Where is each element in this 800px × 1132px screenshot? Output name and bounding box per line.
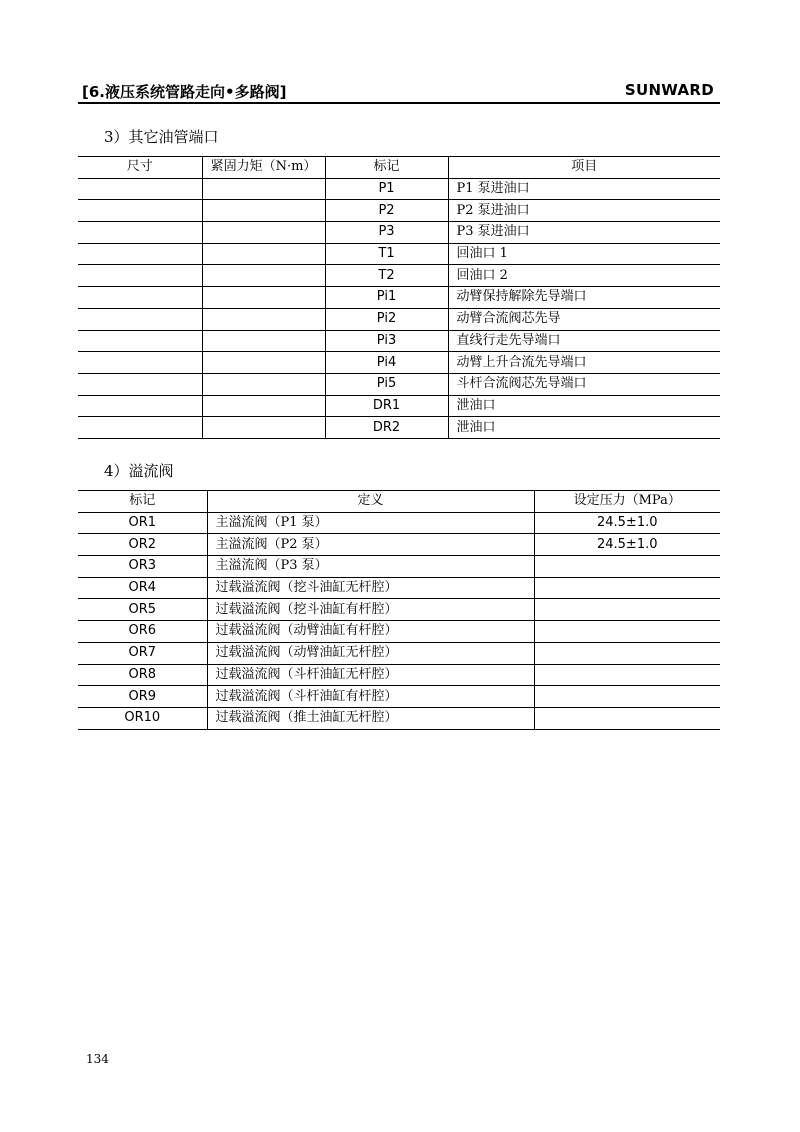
cell-mark: Pi1 [325, 287, 448, 309]
cell-definition: 过载溢流阀（挖斗油缸无杆腔） [207, 577, 534, 599]
table-header-row [78, 157, 720, 179]
cell-mark: P2 [325, 200, 448, 222]
cell-pressure [534, 577, 720, 599]
table-row [78, 200, 720, 222]
table-row [78, 556, 720, 578]
cell-item: 回油口 1 [448, 243, 720, 265]
table-header-row [78, 491, 720, 513]
cell-mark: Pi4 [325, 352, 448, 374]
cell-pressure [534, 686, 720, 708]
table-row [78, 642, 720, 664]
cell-size [78, 287, 202, 309]
cell-item: 斗杆合流阀芯先导端口 [448, 373, 720, 395]
cell-mark: T1 [325, 243, 448, 265]
cell-mark: T2 [325, 265, 448, 287]
cell-torque [202, 395, 325, 417]
cell-torque [202, 178, 325, 200]
cell-pressure [534, 599, 720, 621]
cell-item: 泄油口 [448, 417, 720, 439]
cell-mark: OR7 [78, 642, 207, 664]
cell-definition: 过载溢流阀（挖斗油缸有杆腔） [207, 599, 534, 621]
cell-mark: DR2 [325, 417, 448, 439]
table-row [78, 707, 720, 729]
table-row [78, 373, 720, 395]
cell-size [78, 265, 202, 287]
table-row [78, 222, 720, 244]
table-row [78, 534, 720, 556]
cell-definition: 过载溢流阀（推土油缸无杆腔） [207, 707, 534, 729]
page-header [78, 80, 720, 104]
table-row [78, 621, 720, 643]
table-row [78, 330, 720, 352]
table-row [78, 395, 720, 417]
cell-mark: OR9 [78, 686, 207, 708]
table-row [78, 308, 720, 330]
cell-mark: OR1 [78, 512, 207, 534]
table-row [78, 352, 720, 374]
cell-torque [202, 308, 325, 330]
cell-pressure [534, 621, 720, 643]
cell-pressure: 24.5±1.0 [534, 534, 720, 556]
cell-mark: OR3 [78, 556, 207, 578]
cell-torque [202, 330, 325, 352]
cell-pressure [534, 556, 720, 578]
cell-definition: 主溢流阀（P2 泵） [207, 534, 534, 556]
cell-mark: P1 [325, 178, 448, 200]
cell-definition: 主溢流阀（P3 泵） [207, 556, 534, 578]
cell-mark: OR10 [78, 707, 207, 729]
cell-definition: 过载溢流阀（斗杆油缸有杆腔） [207, 686, 534, 708]
cell-pressure [534, 707, 720, 729]
table-row [78, 178, 720, 200]
cell-item: 动臂保持解除先导端口 [448, 287, 720, 309]
column-header-mark: 标记 [78, 491, 207, 513]
cell-mark: DR1 [325, 395, 448, 417]
cell-torque [202, 222, 325, 244]
cell-definition: 过载溢流阀（动臂油缸无杆腔） [207, 642, 534, 664]
header-chapter-title: [6.液压系统管路走向•多路阀] [82, 83, 287, 101]
cell-size [78, 330, 202, 352]
relief-valve-table [78, 490, 720, 730]
cell-torque [202, 373, 325, 395]
cell-torque [202, 287, 325, 309]
section-3-title: 3）其它油管端口 [104, 128, 219, 146]
column-header-torque: 紧固力矩（N·m） [202, 157, 325, 179]
cell-item: 动臂合流阀芯先导 [448, 308, 720, 330]
section-4-title: 4）溢流阀 [104, 462, 174, 480]
cell-item: 动臂上升合流先导端口 [448, 352, 720, 374]
cell-item: P3 泵进油口 [448, 222, 720, 244]
cell-torque [202, 265, 325, 287]
column-header-pressure: 设定压力（MPa） [534, 491, 720, 513]
other-ports-table [78, 156, 720, 439]
column-header-definition: 定义 [207, 491, 534, 513]
table-row [78, 686, 720, 708]
cell-mark: P3 [325, 222, 448, 244]
column-header-mark: 标记 [325, 157, 448, 179]
cell-mark: OR4 [78, 577, 207, 599]
cell-size [78, 178, 202, 200]
cell-pressure [534, 664, 720, 686]
cell-mark: OR5 [78, 599, 207, 621]
cell-torque [202, 243, 325, 265]
cell-item: 泄油口 [448, 395, 720, 417]
cell-torque [202, 352, 325, 374]
cell-item: P2 泵进油口 [448, 200, 720, 222]
cell-mark: OR6 [78, 621, 207, 643]
cell-size [78, 222, 202, 244]
cell-definition: 过载溢流阀（斗杆油缸无杆腔） [207, 664, 534, 686]
table-row [78, 417, 720, 439]
table-row [78, 287, 720, 309]
table-row [78, 664, 720, 686]
table-row [78, 577, 720, 599]
cell-mark: OR2 [78, 534, 207, 556]
cell-mark: Pi5 [325, 373, 448, 395]
table-row [78, 265, 720, 287]
cell-mark: Pi2 [325, 308, 448, 330]
cell-item: 回油口 2 [448, 265, 720, 287]
cell-mark: OR8 [78, 664, 207, 686]
cell-mark: Pi3 [325, 330, 448, 352]
table-row [78, 599, 720, 621]
cell-size [78, 395, 202, 417]
cell-size [78, 373, 202, 395]
cell-size [78, 308, 202, 330]
column-header-item: 项目 [448, 157, 720, 179]
column-header-size: 尺寸 [78, 157, 202, 179]
cell-size [78, 243, 202, 265]
cell-size [78, 352, 202, 374]
page-number: 134 [86, 1052, 109, 1066]
cell-item: 直线行走先导端口 [448, 330, 720, 352]
cell-size [78, 200, 202, 222]
cell-definition: 过载溢流阀（动臂油缸有杆腔） [207, 621, 534, 643]
cell-definition: 主溢流阀（P1 泵） [207, 512, 534, 534]
cell-item: P1 泵进油口 [448, 178, 720, 200]
table-row [78, 243, 720, 265]
cell-torque [202, 200, 325, 222]
table-row [78, 512, 720, 534]
cell-pressure: 24.5±1.0 [534, 512, 720, 534]
cell-torque [202, 417, 325, 439]
brand-logo-text: SUNWARD [624, 81, 714, 99]
cell-size [78, 417, 202, 439]
cell-pressure [534, 642, 720, 664]
